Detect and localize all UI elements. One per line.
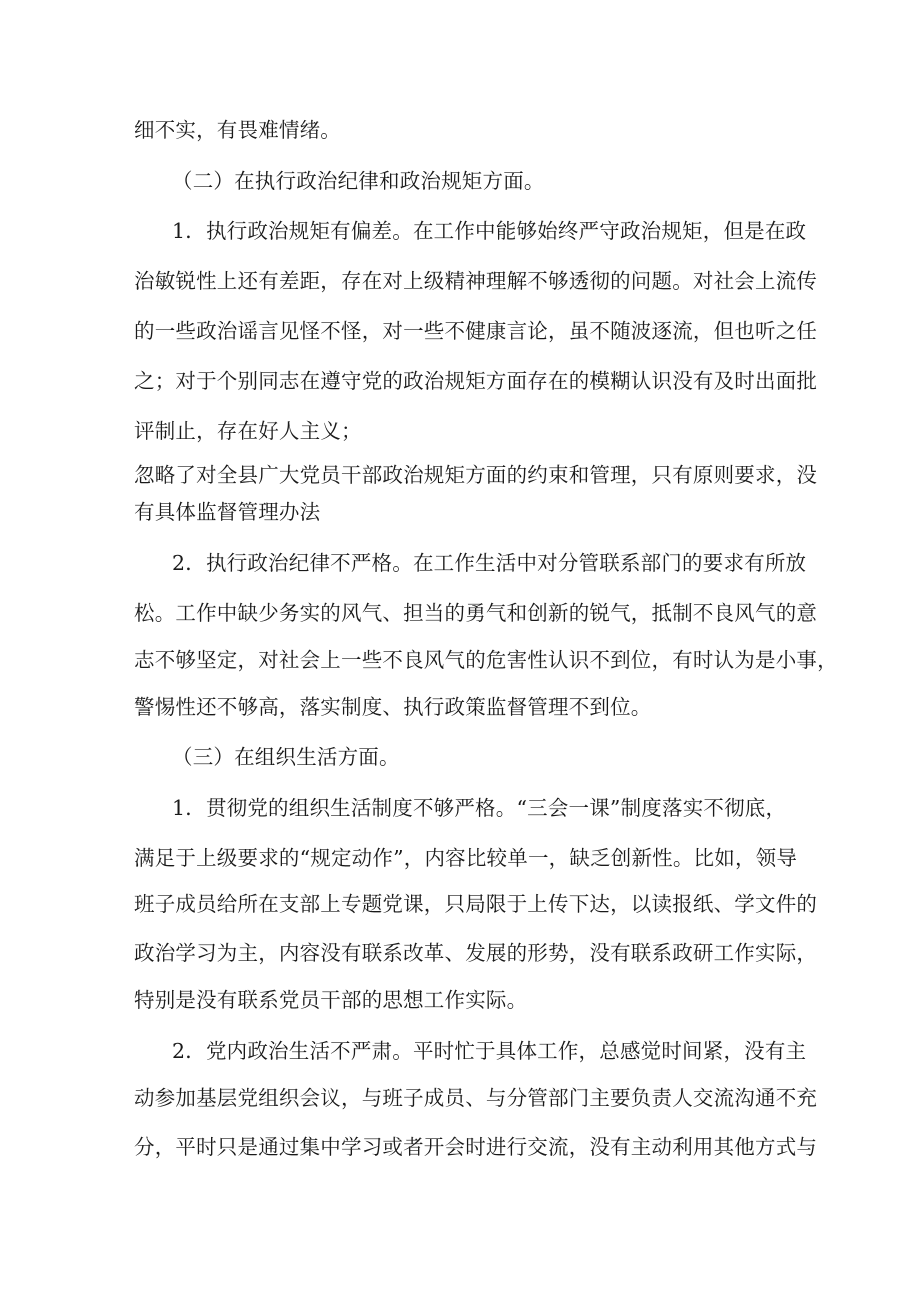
text-line: 志不够坚定，对社会上一些不良风气的危害性认识不到位，有时认为是小事， bbox=[134, 648, 838, 672]
text-line: 1．贯彻党的组织生活制度不够严格。“三会一课”制度落实不彻底， bbox=[172, 796, 787, 820]
text-line: 满足于上级要求的“规定动作”，内容比较单一，缺乏创新性。比如，领导 bbox=[134, 846, 798, 870]
text-line: 之；对于个别同志在遵守党的政治规矩方面存在的模糊认识没有及时出面批 bbox=[134, 369, 818, 393]
text-line: 评制止，存在好人主义； bbox=[134, 419, 362, 443]
text-line: 2．执行政治纪律不严格。在工作生活中对分管联系部门的要求有所放 bbox=[172, 551, 807, 575]
text-line: 特别是没有联系党员干部的思想工作实际。 bbox=[134, 988, 528, 1012]
text-line: 警惕性还不够高，落实制度、执行政策监督管理不到位。 bbox=[134, 695, 652, 719]
text-line: 治敏锐性上还有差距，存在对上级精神理解不够透彻的问题。对社会上流传 bbox=[134, 269, 818, 293]
text-line: 政治学习为主，内容没有联系改革、发展的形势，没有联系政研工作实际， bbox=[134, 941, 818, 965]
text-line: 动参加基层党组织会议，与班子成员、与分管部门主要负责人交流沟通不充 bbox=[134, 1086, 818, 1110]
text-line: 松。工作中缺少务实的风气、担当的勇气和创新的锐气，抵制不良风气的意 bbox=[134, 601, 818, 625]
text-line: 班子成员给所在支部上专题党课，只局限于上传下达，以读报纸、学文件的 bbox=[134, 892, 818, 916]
text-line: 分，平时只是通过集中学习或者开会时进行交流，没有主动利用其他方式与 bbox=[134, 1135, 818, 1159]
text-line: 2．党内政治生活不严肃。平时忙于具体工作，总感觉时间紧，没有主 bbox=[172, 1039, 807, 1063]
text-line: 细不实，有畏难情绪。 bbox=[134, 118, 341, 142]
text-line: 有具体监督管理办法 bbox=[134, 500, 321, 524]
section-heading: （二）在执行政治纪律和政治规矩方面。 bbox=[172, 169, 545, 193]
section-heading: （三）在组织生活方面。 bbox=[172, 745, 400, 769]
text-line: 的一些政治谣言见怪不怪，对一些不健康言论，虽不随波逐流，但也听之任 bbox=[134, 319, 818, 343]
text-line: 1．执行政治规矩有偏差。在工作中能够始终严守政治规矩，但是在政 bbox=[172, 219, 807, 243]
text-line: 忽略了对全县广大党员干部政治规矩方面的约束和管理，只有原则要求，没 bbox=[134, 463, 818, 487]
